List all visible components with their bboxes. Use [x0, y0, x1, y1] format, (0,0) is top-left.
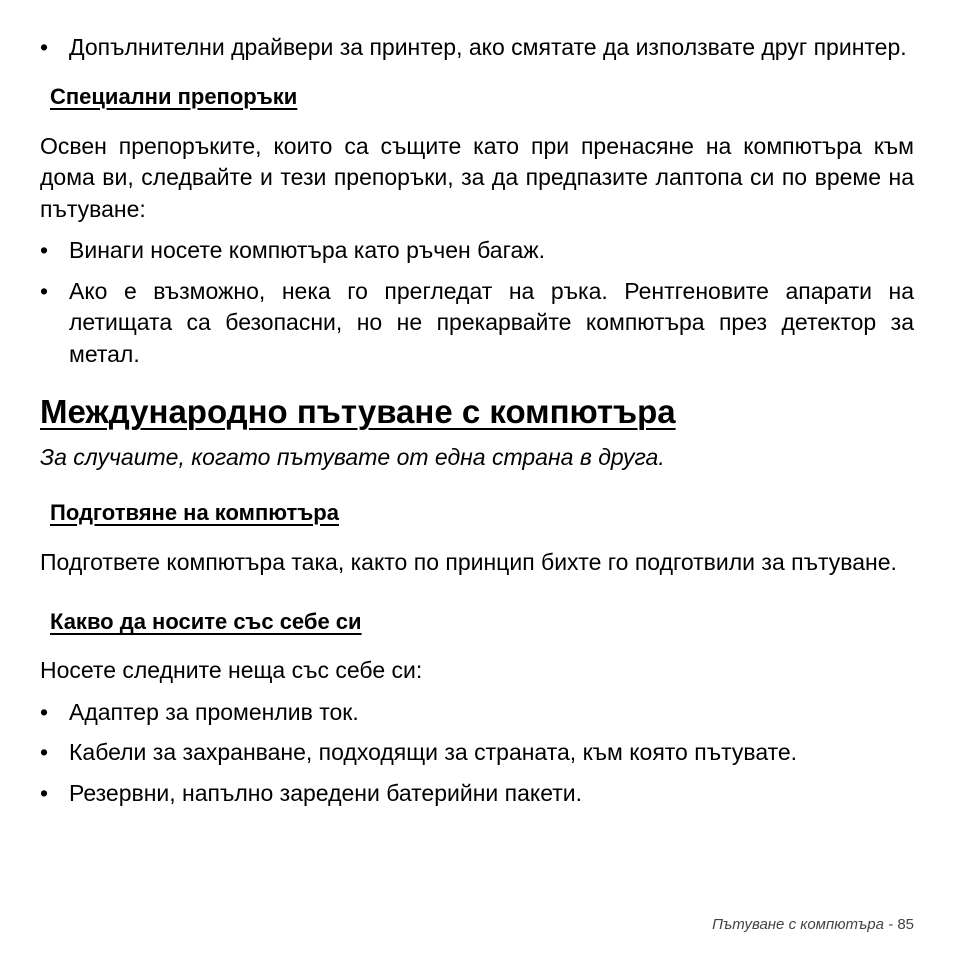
- page-number: 85: [897, 916, 914, 933]
- bullet: •: [40, 34, 49, 60]
- list-item: • Резервни, напълно заредени батерийни пакети.: [40, 778, 914, 810]
- bullet: •: [40, 779, 49, 806]
- carry-intro: Носете следните неща със себе си:: [40, 657, 423, 683]
- list-item: • Кабели за захранване, подходящи за страната, към която пътувате.: [40, 737, 914, 769]
- heading-special-recommendations: Специални препоръки: [50, 83, 298, 109]
- prepare-paragraph: Подгответе компютъра така, както по принцип бихте го подготвили за пътуване.: [40, 548, 897, 575]
- list-item: • Ако е възможно, нека го прегледат на ръка. Рентгеновите апарати на летищата са безопасни, но не прекарвайте компютъра през детектор за метал.: [40, 277, 914, 367]
- bullet: •: [40, 698, 49, 725]
- heading-what-to-carry: Какво да носите със себе си: [50, 609, 362, 634]
- international-subtitle: За случаите, когато пътувате от една страна в друга.: [40, 444, 665, 470]
- page-footer: [712, 916, 914, 933]
- bullet: •: [40, 237, 49, 263]
- heading-prepare-computer: Подготвяне на компютъра: [50, 499, 339, 525]
- carry-bullet-list: [40, 697, 914, 810]
- heading-international-travel: Международно пътуване с компютъра: [40, 393, 676, 430]
- bullet: •: [40, 739, 49, 765]
- list-item: • Адаптер за променлив ток.: [40, 697, 914, 729]
- top-bullet-list: [40, 32, 914, 64]
- list-item: • Допълнителни драйвери за принтер, ако смятате да използвате друг принтер.: [40, 32, 914, 64]
- special-bullet-list: [40, 235, 914, 370]
- page-content: [40, 32, 914, 809]
- bullet: •: [40, 277, 49, 304]
- list-item: • Винаги носете компютъра като ръчен багаж.: [40, 235, 914, 267]
- footer-label: Пътуване с компютъра -: [712, 916, 898, 933]
- special-intro-paragraph: Освен препоръките, които са същите като при пренасяне на компютъра към дома ви, следвайте и тези препоръки, за да предпазите лаптопа си по време на пътуване:: [40, 132, 914, 222]
